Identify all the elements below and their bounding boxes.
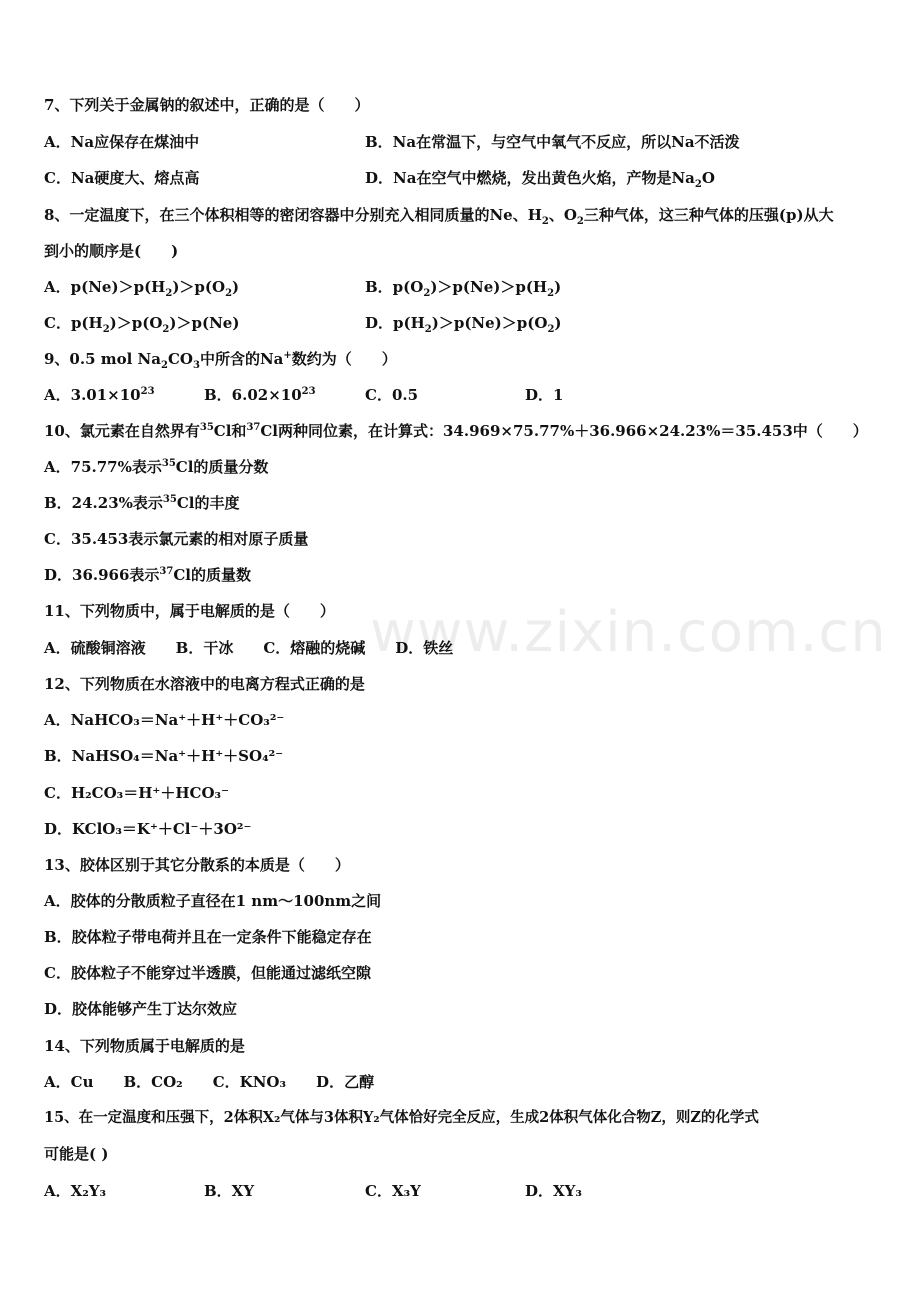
q9-option-b: B．$6.02\times 10^{23}$ [204,386,316,404]
q8-stem-line1: 8、一定温度下，在三个体积相等的密闭容器中分别充入相同质量的Ne、$H_2$、$O_2$三种气体，这三种气体的压强(p)从大 [44,206,834,227]
q7-option-a: A．Na应保存在煤油中 [44,133,200,151]
q14-stem: 14、下列物质属于电解质的是 [44,1037,245,1055]
q11-options: A．硫酸铜溶液 B．干冰 C．熔融的烧碱 D．铁丝 [44,639,454,657]
q12-option-b: B．NaHSO₄＝Na⁺＋H⁺＋SO₄²⁻ [44,747,284,765]
q8-option-d: D．$p(H_2)>p(Ne)>p(O_2)$ [365,314,562,335]
q13-option-c: C．胶体粒子不能穿过半透膜，但能通过滤纸空隙 [44,964,371,982]
q10-option-c: C．35.453表示氯元素的相对原子质量 [44,530,309,548]
q13-option-a: A．胶体的分散质粒子直径在1 nm～100nm之间 [44,892,382,910]
q12-stem: 12、下列物质在水溶液中的电离方程式正确的是 [44,675,365,693]
q7-option-d: D．Na在空气中燃烧，发出黄色火焰，产物是$Na_2O$ [365,169,715,190]
q9-option-c: C．0.5 [365,386,419,404]
q12-option-c: C．H₂CO₃＝H⁺＋HCO₃⁻ [44,784,230,802]
q10-stem: 10、氯元素在自然界有$^{35}$Cl和$^{37}$Cl两种同位素，在计算式：34.969×75.77%＋36.966×24.23%＝35.453中（ ） [44,422,868,440]
q10-option-a: A．75.77%表示$^{35}$Cl的质量分数 [44,458,269,476]
q15-option-c: C．X₃Y [365,1182,421,1200]
q8-option-c: C．$p(H_2)>p(O_2)>p(Ne)$ [44,314,240,335]
q15-stem-line1: 15、在一定温度和压强下，2体积X₂气体与3体积Y₂气体恰好完全反应，生成2体积气体化合物Z，则Z的化学式 [44,1109,759,1126]
q13-option-d: D．胶体能够产生丁达尔效应 [44,1000,238,1018]
q11-stem: 11、下列物质中，属于电解质的是（ ） [44,602,335,620]
q10-option-d: D．36.966表示$^{37}$Cl的质量数 [44,566,251,584]
q7-option-c: C．Na硬度大、熔点高 [44,169,200,187]
q12-option-a: A．NaHCO₃＝Na⁺＋H⁺＋CO₃²⁻ [44,711,285,729]
q15-option-a: A．X₂Y₃ [44,1182,107,1200]
q9-stem: 9、0.5 mol $Na_2CO_3$中所含的Na+数约为（ ） [44,350,397,371]
q15-option-d: D．XY₃ [525,1182,582,1200]
q15-option-b: B．XY [204,1182,255,1200]
q9-option-a: A．$3.01\times 10^{23}$ [44,386,155,404]
watermark: www.zixin.com.cn [370,600,887,665]
q15-stem-line2: 可能是( ) [44,1145,109,1163]
q12-option-d: D．KClO₃＝K⁺＋Cl⁻＋3O²⁻ [44,820,252,838]
q14-options: A．Cu B．CO₂ C．KNO₃ D．乙醇 [44,1073,375,1091]
q8-option-b: B．$p(O_2)>p(Ne)>p(H_2)$ [365,278,562,299]
q8-stem-line2: 到小的顺序是( ) [44,242,179,260]
q8-option-a: A．$p(Ne)>p(H_2)>p(O_2)$ [44,278,240,299]
q13-stem: 13、胶体区别于其它分散系的本质是（ ） [44,856,350,874]
q10-option-b: B．24.23%表示$^{35}$Cl的丰度 [44,494,240,512]
q7-stem: 7、下列关于金属钠的叙述中，正确的是（ ） [44,96,370,114]
q7-option-b: B．Na在常温下，与空气中氧气不反应，所以Na不活泼 [365,133,740,151]
q13-option-b: B．胶体粒子带电荷并且在一定条件下能稳定存在 [44,928,372,946]
q9-option-d: D．1 [525,386,564,404]
